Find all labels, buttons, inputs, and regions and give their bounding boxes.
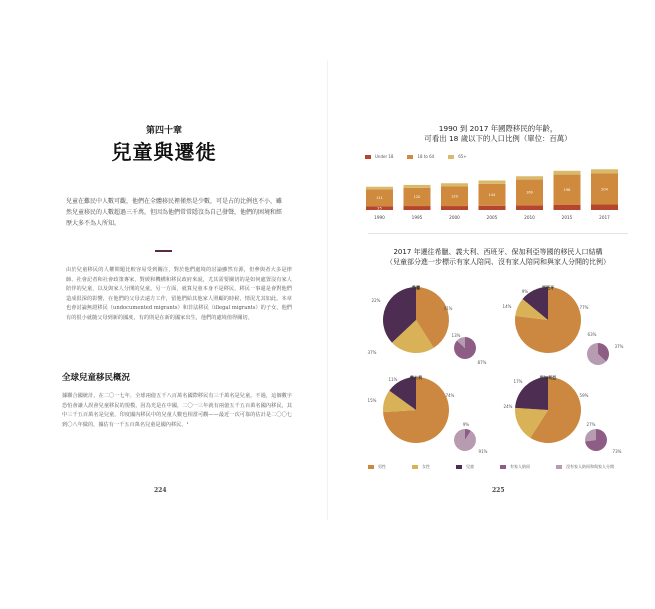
- bar-segment: [591, 169, 618, 173]
- pie-country-label: 義大利: [409, 375, 423, 380]
- legend-label: 兒童: [466, 464, 474, 469]
- pie-chart-title-line: （兒童部分進一步標示有家人陪同、沒有家人陪同和與家人分開的比例）: [386, 258, 610, 266]
- pie-data-label: 17%: [513, 379, 523, 384]
- bar-chart: [328, 156, 655, 226]
- pie-data-label: 73%: [612, 449, 622, 454]
- legend-label: 18 to 64: [417, 154, 435, 159]
- bar-data-label: 25: [377, 206, 382, 211]
- x-tick-label: 2000: [449, 215, 460, 220]
- legend-label: Under 18: [375, 154, 394, 159]
- chapter-title: 兒童與遷徙: [111, 140, 217, 164]
- legend-swatch: [500, 465, 506, 469]
- page-number-right: 225: [492, 487, 505, 494]
- bar-segment: [554, 171, 581, 175]
- legend-label: 有家人陪同: [510, 464, 530, 469]
- divider: [155, 250, 172, 252]
- bar-segment: [591, 205, 618, 210]
- pie-country-label: 西班牙: [541, 285, 555, 290]
- bar-data-label: 198: [563, 187, 571, 192]
- bar-segment: [479, 206, 506, 210]
- pie-data-label: 13%: [451, 333, 461, 338]
- bar-segment: [441, 183, 468, 186]
- pie-data-label: 9%: [462, 422, 470, 427]
- sub-pie-slice: [454, 429, 476, 451]
- bar-chart-title: [363, 124, 633, 144]
- pie-data-label: 22%: [371, 298, 381, 303]
- section-title: 全球兒童移民概況: [62, 373, 131, 383]
- pie-data-label: 24%: [503, 404, 513, 409]
- x-tick-label: 1990: [374, 215, 385, 220]
- legend-label: 女性: [422, 464, 430, 469]
- pie-data-label: 77%: [579, 305, 589, 310]
- pie-data-label: 15%: [367, 398, 377, 403]
- pie-data-label: 87%: [477, 360, 487, 365]
- bar-segment: [479, 181, 506, 184]
- legend-label: 男性: [378, 464, 386, 469]
- pie-data-label: 37%: [614, 344, 624, 349]
- legend-swatch: [368, 465, 374, 469]
- bar-chart-title-line: 1990 到 2017 年國際移民的年齡，: [438, 124, 558, 133]
- legend-label: 沒有家人陪同和與家人分開: [566, 464, 614, 469]
- page-number-left: 224: [154, 487, 167, 494]
- legend-swatch: [556, 465, 562, 469]
- pie-data-label: 27%: [586, 422, 596, 427]
- pie-chart-title: [363, 247, 633, 267]
- sub-pie-slice: [585, 429, 596, 441]
- chart-separator: [368, 233, 628, 234]
- pie-charts: [328, 280, 655, 480]
- pie-data-label: 59%: [579, 393, 589, 398]
- pie-data-label: 37%: [367, 350, 377, 355]
- bar-segment: [441, 206, 468, 210]
- bar-segment: [554, 205, 581, 210]
- x-tick-label: 2005: [486, 215, 498, 220]
- bar-data-label: 144: [488, 193, 496, 198]
- pie-country-label: 保加利亞: [539, 375, 557, 380]
- pie-data-label: 63%: [587, 332, 597, 337]
- bar-data-label: 204: [601, 187, 608, 192]
- bar-segment: [404, 185, 431, 188]
- bar-data-label: 169: [526, 190, 533, 195]
- legend-swatch: [456, 465, 462, 469]
- x-tick-label: 2017: [599, 215, 610, 220]
- pie-data-label: 74%: [445, 393, 455, 398]
- section-body: 據聯合國統計，在二〇一七年，全球兩億五千八百萬名國際移民有三千萬名是兒童。不過，這個數字恐怕會讓人誤會兒童移民的規模，因為光是在中國，二〇一三年就有兩億五千五百萬名國內移民，其中三千五百萬名是兒童，印度國內移民中的兒童人數也相當可觀——最近一次可靠的估計是二〇〇七到〇八年做的，據估有一千五百萬名兒童是國內移民。¹: [62, 393, 292, 428]
- bar-segment: [516, 176, 543, 179]
- x-tick-label: 2015: [561, 215, 573, 220]
- left-page: [0, 0, 327, 609]
- bar-chart-title-line: 可看出 18 歲以下的人口比例（單位：百萬）: [424, 134, 572, 143]
- legend-label: 65+: [458, 154, 467, 159]
- pie-country-label: 希臘: [411, 285, 421, 290]
- pie-data-label: 41%: [443, 306, 453, 311]
- right-page: [328, 0, 655, 609]
- x-tick-label: 2010: [524, 215, 535, 220]
- bar-segment: [366, 187, 393, 190]
- bar-data-label: 120: [413, 195, 421, 200]
- chapter-intro: 兒童在難民中人數可觀，他們在全體移民裡僅然是少數，可是占的比例也不小，雖然兒童移民的人數超過三千萬，但因為他們常常隱沒為自己發聲，他們的困境和經歷大多不為人所知。: [66, 198, 283, 227]
- bar-segment: [516, 205, 543, 210]
- pie-legend: [368, 464, 614, 470]
- pie-data-label: 11%: [388, 377, 398, 382]
- bar-segment: [404, 206, 431, 210]
- chapter-number: 第四十章: [145, 126, 182, 136]
- bar-data-label: 129: [451, 194, 458, 199]
- bar-data-label: 111: [376, 196, 383, 201]
- pie-data-label: 14%: [502, 304, 512, 309]
- pie-chart-title-line: 2017 年遷往希臘、義大利、西班牙、保加利亞等國的移民人口結構: [393, 248, 603, 256]
- pie-data-label: 91%: [478, 449, 488, 454]
- legend-swatch: [412, 465, 418, 469]
- pie-data-label: 9%: [521, 289, 529, 294]
- x-tick-label: 1995: [411, 215, 423, 220]
- body-paragraph: 由於兒童移民的人權問題比較容易受到關注，對於他們處境的討論雖然有源，但參與者大多是律師、社會記者和社會政策專家，對緩和機構和移民政府來說，尤其需要關切的是如何處置沒有家人陪伴的兒童，以及與家人分開的兒童。另一方面，就算兒童本身不是移民，移民一事還是會對他們造成很深的影響，在他們的父母去遠方工作，留他們給其他家人照顧的時候，情況尤其如此。本章也會討論無證移民（undocumented migrants）和非法移民（illegal migrants）的子女，他們有的很小就隨父母到新的國度，有的則是在新的國家出生，他們的處境值得關切。: [66, 267, 292, 321]
